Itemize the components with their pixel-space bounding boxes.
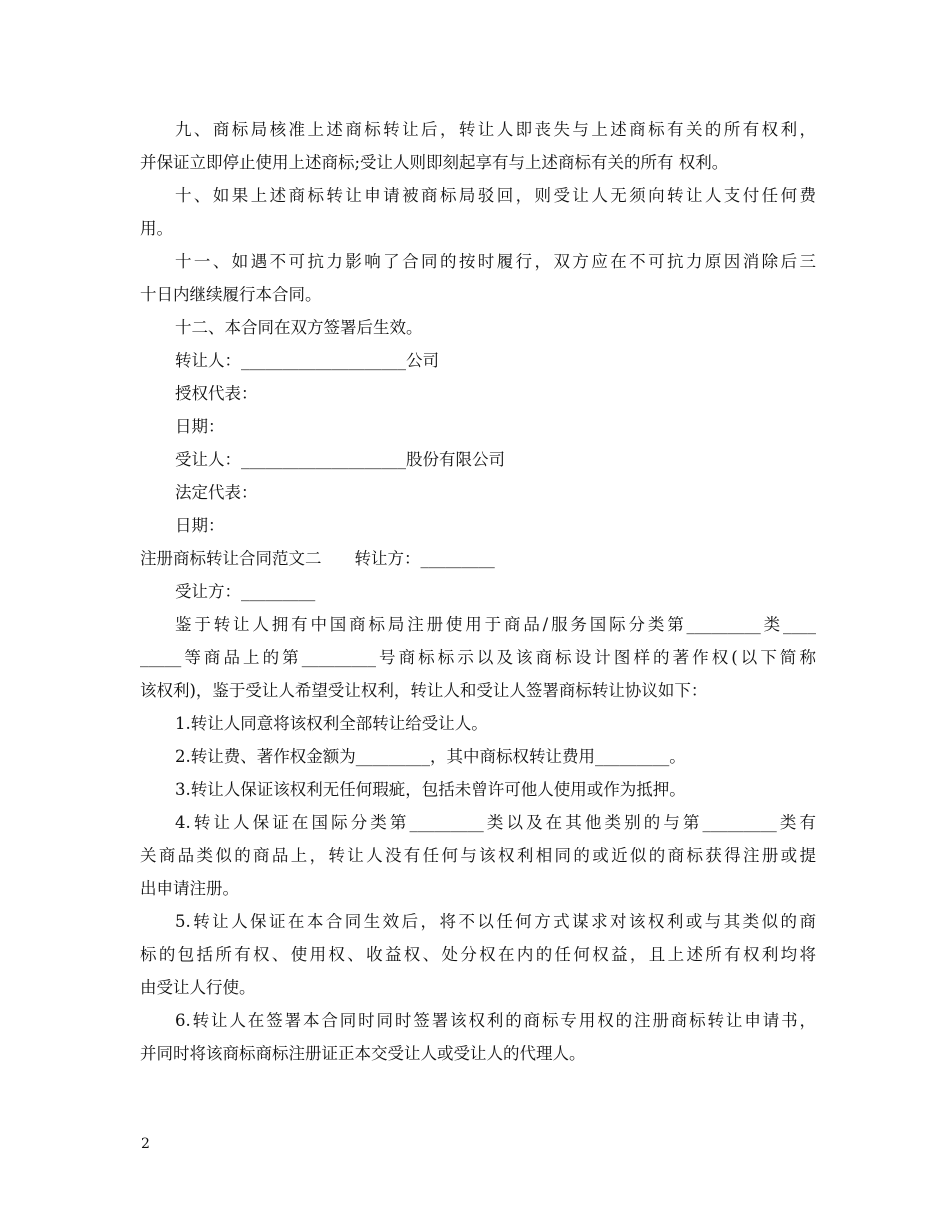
clause-11-line-1: 十一、如遇不可抗力影响了合同的按时履行，双方应在不可抗力原因消除后三 bbox=[175, 252, 816, 271]
term-2: 2.转让费、著作权金额为_________，其中商标权转让费用_________。 bbox=[175, 747, 686, 766]
clause-11-line-2: 十日内继续履行本合同。 bbox=[140, 285, 322, 304]
clause-12: 十二、本合同在双方签署后生效。 bbox=[175, 318, 423, 337]
clause-10-line-2: 用。 bbox=[140, 219, 173, 238]
term-6-line-1: 6.转让人在签署本合同时同时签署该权利的商标专用权的注册商标转让申请书， bbox=[175, 1011, 816, 1030]
term-5-line-3: 由受让人行使。 bbox=[140, 978, 256, 997]
term-4-line-1: 4.转让人保证在国际分类第_________类以及在其他类别的与第_________类有 bbox=[175, 813, 816, 832]
authorized-representative-line: 授权代表： bbox=[175, 384, 258, 403]
recital-line-2: _____等商品上的第_________号商标标示以及该商标设计图样的著作权(以下简称 bbox=[140, 648, 816, 667]
term-4-line-2: 关商品类似的商品上，转让人没有任何与该权利相同的或近似的商标获得注册或提 bbox=[140, 846, 816, 865]
term-3: 3.转让人保证该权利无任何瑕疵，包括未曾许可他人使用或作为抵押。 bbox=[175, 780, 686, 799]
recital-line-3: 该权利)，鉴于受让人希望受让权利，转让人和受让人签署商标转让协议如下： bbox=[140, 681, 708, 700]
clause-9-line-2: 并保证立即停止使用上述商标;受让人则即刻起享有与上述商标有关的所有 权利。 bbox=[140, 153, 729, 172]
recital-line-1: 鉴于转让人拥有中国商标局注册使用于商品/服务国际分类第_________类____ bbox=[175, 615, 816, 634]
term-6-line-2: 并同时将该商标商标注册证正本交受让人或受让人的代理人。 bbox=[140, 1044, 586, 1063]
term-5-line-1: 5.转让人保证在本合同生效后，将不以任何方式谋求对该权利或与其类似的商 bbox=[175, 912, 816, 931]
sample-two-heading: 注册商标转让合同范文二 转让方：_________ bbox=[140, 549, 495, 568]
page-number: 2 bbox=[141, 1136, 150, 1152]
transferee-date-line: 日期： bbox=[175, 516, 225, 535]
transferee-party-line: 受让方：_________ bbox=[175, 582, 316, 601]
document-body bbox=[140, 113, 816, 1070]
legal-representative-line: 法定代表： bbox=[175, 483, 258, 502]
transferee-signature-line: 受让人：____________________股份有限公司 bbox=[175, 450, 505, 469]
term-4-line-3: 出申请注册。 bbox=[140, 879, 239, 898]
clause-10-line-1: 十、如果上述商标转让申请被商标局驳回，则受让人无须向转让人支付任何费 bbox=[175, 186, 816, 205]
transferor-signature-line: 转让人：____________________公司 bbox=[175, 351, 439, 370]
term-1: 1.转让人同意将该权利全部转让给受让人。 bbox=[175, 714, 488, 733]
transferor-date-line: 日期： bbox=[175, 417, 225, 436]
term-5-line-2: 标的包括所有权、使用权、收益权、处分权在内的任何权益，且上述所有权利均将 bbox=[140, 945, 816, 964]
clause-9-line-1: 九、商标局核准上述商标转让后，转让人即丧失与上述商标有关的所有权利， bbox=[175, 120, 816, 139]
